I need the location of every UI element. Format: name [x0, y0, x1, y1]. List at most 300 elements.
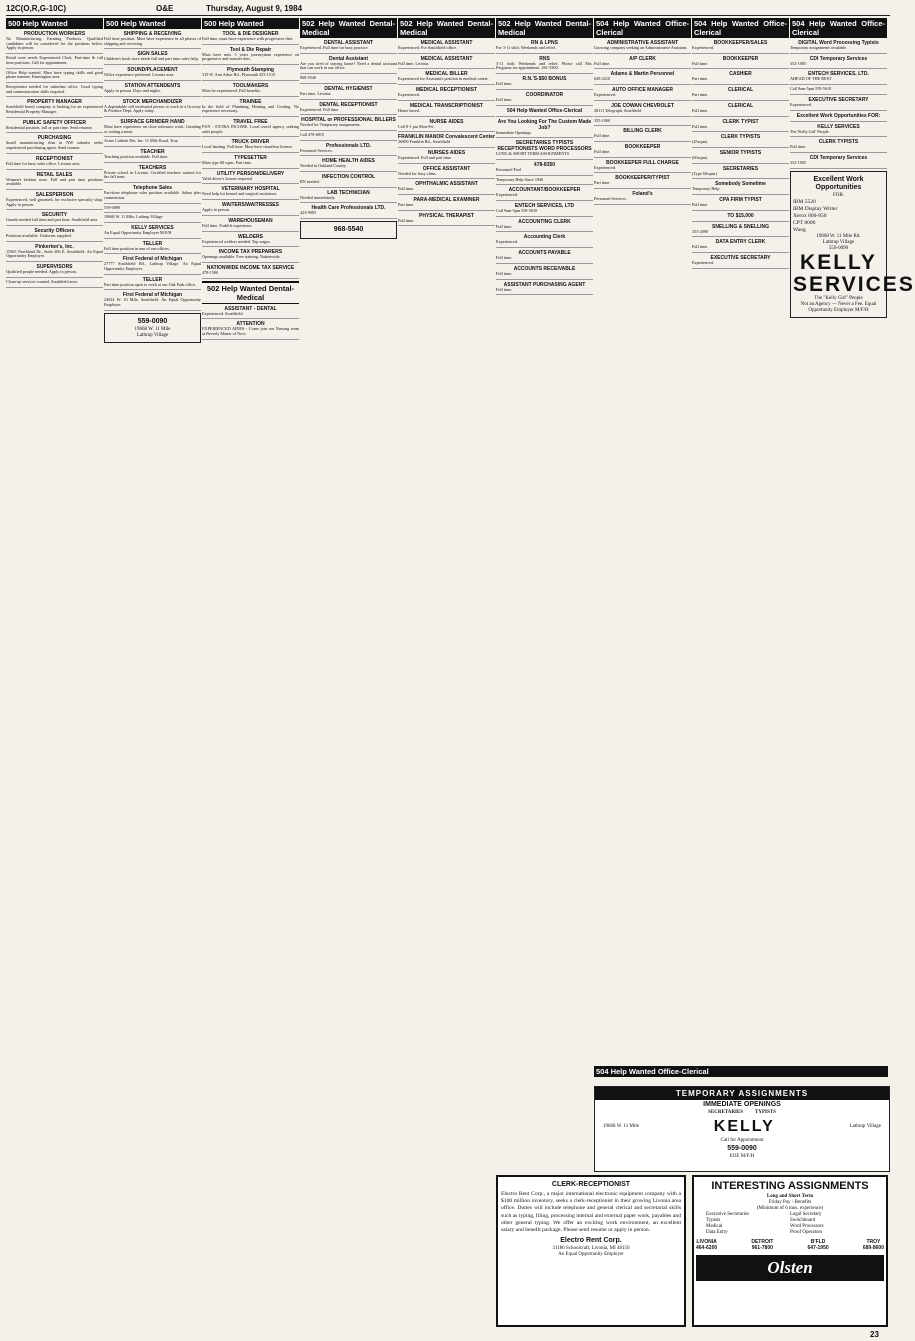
ad-title: First Federal of Michigan: [122, 256, 183, 263]
classified-ad: [104, 292, 201, 310]
classified-ad: [594, 119, 691, 127]
classified-ad: [692, 255, 789, 269]
classified-ad: [594, 40, 691, 54]
ad-title: BOOKKEEPER/SALES: [713, 40, 768, 46]
ad-text: Full time position in one of our offices.: [104, 245, 170, 251]
classified-ad: [202, 202, 299, 216]
ad-title: NURSE AIDES: [429, 118, 464, 125]
ad-text: Guards needed full time and part time. Southfield area.: [6, 217, 99, 223]
ad-text: Call 8-1 pm Mon-Fri.: [398, 123, 435, 129]
electro-rent-address: 31186 Schoolcraft, Livonia, MI 48150: [552, 1246, 630, 1252]
ad-text: Experienced. Southfield.: [202, 310, 244, 316]
ad-title: CLERK TYPISTS: [720, 134, 761, 141]
section-header: 500 Help Wanted: [104, 18, 201, 29]
ad-text: An Equal Opportunity Employer M/F/H: [104, 229, 172, 235]
classified-ad: [300, 143, 397, 157]
ad-title: PRODUCTION WORKERS: [23, 31, 86, 37]
ad-title: Adams & Martin Personnel: [610, 71, 675, 78]
ad-title: FRANKLIN MANOR Convalescent Center: [398, 134, 495, 141]
ad-text: 968-5540: [300, 75, 317, 81]
ad-text: In the field of Plumbing, Heating and Cooling. No experience necessary.: [202, 103, 299, 114]
ad-title: UTILITY PERSON/DELIVERY: [216, 170, 285, 177]
olsten-office-phone: 647-1950: [807, 1245, 829, 1251]
ad-title: TRUCK DRIVER: [231, 139, 270, 146]
temporary-assignments-ad: [594, 1086, 890, 1172]
ad-title: DENTAL ASSISTANT: [324, 40, 373, 46]
classified-ad: [496, 108, 593, 117]
classified-ad: [398, 213, 495, 227]
classified-ad: [594, 128, 691, 142]
olsten-role: Proof Operators: [790, 1230, 823, 1235]
classified-ad: [692, 213, 789, 222]
ad-title: PHYSICAL THERAPIST: [419, 212, 474, 219]
ad-text: 319 W. Ann Arbor Rd., Plymouth 453-1515: [202, 72, 276, 78]
ad-title: SECRETARIES: [722, 165, 759, 172]
ad-text: Residential position, full or part time. Send resume.: [6, 124, 93, 130]
dental-assistant-box: [300, 221, 397, 239]
ad-text: 28111 Telegraph, Southfield: [594, 107, 642, 113]
classified-ad: [496, 162, 593, 176]
classified-ad: [6, 31, 103, 54]
classified-ad: [300, 117, 397, 131]
olsten-role: Medical: [706, 1224, 723, 1229]
olsten-office: [751, 1239, 773, 1251]
classified-ad: [398, 197, 495, 211]
ad-text: 352-1005: [790, 60, 807, 66]
classified-ad: [398, 71, 495, 85]
ad-list: [6, 31, 103, 288]
ad-title: ACCOUNTS PAYABLE: [518, 250, 571, 257]
masthead: [6, 4, 890, 16]
classified-ad: [104, 256, 201, 274]
ad-text: EXPERIENCED AIDES - Come join our Nursing team at Beverly Manor of Novi.: [202, 326, 299, 337]
ad-text: Experienced. Full and part time.: [398, 154, 452, 160]
ad-title: TELLER: [142, 276, 163, 283]
classified-ad: [594, 160, 691, 174]
opportunities-address: 19668 W. 11 Mile Rd.: [816, 233, 861, 239]
column-7: [594, 18, 691, 1078]
ad-title: ATTENTION: [236, 321, 265, 328]
classified-ad: [6, 135, 103, 153]
ad-title: ADMINISTRATIVE ASSISTANT: [606, 40, 679, 46]
ad-text: Full time.: [692, 244, 709, 250]
column-1: [6, 18, 103, 1333]
ad-text: Temporary Help Since 1946: [496, 176, 544, 182]
classified-ad: [300, 40, 397, 54]
ad-text: Experienced.: [398, 92, 420, 98]
olsten-role: Legal Secretary: [790, 1212, 822, 1217]
ad-title: TEACHER: [140, 149, 165, 156]
ad-title: OFFICE ASSISTANT: [422, 165, 471, 172]
olsten-office: [808, 1239, 829, 1251]
olsten-subtitle: Long and Short Term: [766, 1194, 814, 1199]
ad-title: ACCOUNTANT/BOOKKEEPER: [508, 187, 581, 194]
opportunities-city: Lathrup Village: [822, 239, 855, 245]
classified-ad: [398, 87, 495, 101]
opportunity-item: IBM Display Writer: [793, 205, 838, 212]
ad-text: Full time.: [496, 286, 513, 292]
classified-ad: [398, 166, 495, 180]
ad-text: Full time.: [496, 223, 513, 229]
column-8: [692, 18, 789, 1078]
ad-title: TYPESETTER: [234, 155, 267, 162]
ad-text: Positions available. Uniforms supplied.: [6, 233, 72, 239]
ad-title: NATIONWIDE INCOME TAX SERVICE: [206, 264, 295, 271]
ad-title: HOSPITAL or PROFESSIONAL BILLERS: [301, 117, 396, 124]
ad-title: WAITERS/WAITRESSES: [222, 202, 279, 209]
ad-title: SURFACE GRINDER HAND: [120, 118, 185, 125]
classified-ad: [692, 197, 789, 211]
olsten-ad: [692, 1175, 888, 1327]
ad-text: Local hauling. Full time. Must have chauffeur license.: [202, 144, 293, 150]
ad-text: Full time.: [398, 217, 415, 223]
kelly-logo: KELLY: [713, 1118, 775, 1135]
ad-title: BOOKKEEPER/TYPIST: [615, 175, 670, 182]
ad-title: CDI Temporary Services: [809, 55, 868, 62]
classified-ad: [496, 266, 593, 280]
kelly-city: Lathrup Village: [136, 332, 169, 338]
classified-ad: [398, 134, 495, 148]
ad-title: ENTECH SERVICES, LTD: [514, 203, 575, 210]
ad-list: [202, 306, 299, 340]
ad-title: SUPERVISORS: [36, 264, 73, 271]
ad-text: Need help for kennel and surgical assistance.: [202, 191, 278, 197]
classified-ad: [594, 103, 691, 117]
ad-title: SECRETARIES TYPISTS RECEPTIONISTS WORD PROCESSORS: [497, 140, 592, 153]
classified-ad: [692, 166, 789, 180]
ad-text: Part time position open to work at our Oak Park office.: [104, 281, 197, 287]
ad-text: 26900 Franklin Rd., Southfield: [398, 139, 451, 145]
ad-title: SNELLING & SNELLING: [712, 223, 769, 230]
ad-title: ASSISTANT PURCHASING AGENT: [503, 281, 586, 288]
olsten-office-city: TROY: [866, 1239, 881, 1245]
olsten-office: [696, 1239, 717, 1251]
classified-ad: [496, 234, 593, 248]
olsten-office-city: LIVONIA: [696, 1239, 717, 1245]
ad-title: 504 Help Wanted Office-Clerical: [506, 107, 583, 114]
ad-text: 355-1000: [594, 117, 611, 123]
classified-ad: [594, 56, 691, 70]
opportunities-phone: 559-0090: [828, 245, 849, 251]
ad-title: TOOL & DIE DESIGNER: [222, 31, 279, 37]
section-code: 12C(O,R,G-10C): [6, 4, 67, 13]
ad-text: Must have experience on close tolerance work. Grinding or cutting a must.: [104, 123, 201, 134]
ad-title: Plymouth Stamping: [227, 67, 274, 74]
ad-title: KELLY SERVICES: [817, 123, 860, 130]
classified-ad: [104, 215, 201, 223]
ad-text: (Type 60wpm): [692, 170, 717, 176]
classified-ad: [104, 31, 201, 49]
opportunities-title: Excellent Work Opportunities: [813, 175, 864, 191]
column-9: [790, 18, 915, 1078]
ad-text: 3-11 shift. Weekends and relief. Please call Mrs. Ferguson for appointment. 261-5300.: [496, 60, 593, 71]
ad-text: 27777 Southfield Rd., Lathrup Village. An Equal Opportunity Employer.: [104, 261, 201, 272]
classified-ad: [202, 119, 299, 137]
ad-title: RETAIL SALES: [36, 171, 73, 178]
olsten-office: [863, 1239, 884, 1251]
kelly-services-logo: KELLY SERVICES: [793, 250, 915, 296]
temporary-role: SECRETARIES: [708, 1110, 744, 1115]
ad-title: INFECTION CONTROL: [321, 174, 376, 181]
ad-text: Temporary Help: [692, 186, 720, 192]
ad-text: Experienced.: [692, 45, 714, 50]
classified-ad: [202, 186, 299, 200]
classified-ad: [6, 99, 103, 117]
section-header: 500 Help Wanted: [202, 18, 299, 29]
classified-ad: [300, 174, 397, 188]
ad-text: Full time. Livonia.: [398, 60, 430, 66]
ad-title: A/P CLERK: [629, 55, 656, 62]
ad-title: VETERINARY HOSPITAL: [221, 186, 280, 193]
ad-text: Experienced.: [790, 101, 812, 107]
ad-text: Experienced welders needed. Top wages.: [202, 238, 271, 244]
temporary-role: TYPISTS: [755, 1110, 776, 1115]
ad-title: DENTAL HYGIENIST: [324, 85, 373, 92]
classified-ad: [202, 83, 299, 97]
ad-title: DATA ENTRY CLERK: [715, 239, 766, 246]
classified-ad: [202, 99, 299, 117]
classified-ad: [496, 92, 593, 106]
olsten-role: Switchboard: [790, 1218, 816, 1223]
dental-phone: 968-5540: [333, 226, 364, 234]
kelly-phone: 559-0090: [137, 317, 168, 325]
ad-text: Personnel Services.: [594, 196, 627, 202]
section-header: 502 Help Wanted Dental-Medical: [400, 19, 493, 37]
ad-title: MEDICAL ASSISTANT: [420, 55, 473, 62]
section-header: 504 Help Wanted Office-Clerical: [596, 19, 689, 37]
column-5: [398, 18, 495, 1333]
ad-title: WELDERS: [238, 233, 263, 240]
classified-ad: [104, 225, 201, 239]
temporary-phone: 559-0090: [727, 1145, 757, 1152]
ad-title: BILLING CLERK: [623, 128, 662, 135]
classified-ad: [6, 85, 103, 97]
classified-ad: [6, 71, 103, 83]
classified-ad: [496, 250, 593, 264]
ad-text: (60wpm): [692, 154, 708, 160]
classified-ad: [496, 219, 593, 233]
clerk-title: CLERK-RECEPTIONIST: [551, 1181, 631, 1188]
classified-ad: [202, 249, 299, 263]
page-number: 23: [870, 1330, 879, 1339]
ad-text: Experienced.: [496, 239, 518, 245]
call-for-appointment: Call for Appointment: [720, 1138, 764, 1143]
ad-text: Private school in Livonia. Certified teachers wanted for the fall term.: [104, 169, 201, 180]
electro-rent-eoe: An Equal Opportunity Employer: [558, 1252, 624, 1258]
ad-title: Pinkerton's, Inc.: [35, 243, 74, 250]
classified-ad: [594, 144, 691, 158]
classified-ad: [104, 119, 201, 137]
ad-text: Part time. Livonia.: [300, 90, 332, 96]
ad-title: Foland's: [632, 191, 653, 198]
ad-title: Dental Assistant: [329, 55, 368, 62]
classified-ad: [790, 113, 887, 122]
section-header: 502 Help Wanted Dental-Medical: [498, 19, 591, 37]
ad-title: RECEPTIONIST: [36, 155, 73, 162]
ad-text: Experienced.: [496, 192, 518, 198]
classified-ad: [790, 97, 887, 111]
ad-title: TRAINEE: [239, 98, 262, 105]
ad-list: [594, 40, 691, 205]
ad-text: RN needed.: [300, 179, 320, 185]
ad-text: Full time.: [692, 123, 709, 129]
clerk-description: Electro Rent Corp., a major international electronic equipment company with a $100 million inventory, seeks a clerk-receptionist in their growing Livonia area office. Duties will include telephone and general clerical and secretarial skills such as typing, filing, processing internal and external paper work, payables and other general typing. We offer an exciting work environment, an excellent salary and benefit package. Please send resume or apply in person.: [501, 1191, 681, 1234]
ad-title: CASHIER: [729, 71, 752, 78]
ad-title: Tool & Die Repair: [229, 46, 272, 53]
ad-text: Part time.: [398, 202, 415, 208]
opportunity-item: IBM 5520: [793, 198, 816, 205]
ad-title: Health Care Professionals LTD.: [311, 205, 386, 212]
olsten-office-city: DETROIT: [751, 1239, 774, 1245]
section-header: 500 Help Wanted: [6, 18, 103, 29]
classified-ad: [692, 150, 789, 164]
ad-title: MEDICAL RECEPTIONIST: [415, 87, 478, 94]
ad-title: CLERK TYPIST: [722, 118, 759, 125]
ad-title: KELLY SERVICES: [131, 224, 174, 231]
classified-ad: [300, 56, 397, 74]
ad-text: Needed for busy clinic.: [398, 170, 438, 176]
opportunities-list: [793, 199, 884, 234]
classified-ad: [790, 124, 887, 138]
ad-text: AHEAD OF THE REST: [790, 76, 832, 82]
ad-list: [104, 31, 201, 311]
classified-ad: [104, 67, 201, 81]
ad-text: 24024 W. 10 Mile, Southfield. An Equal Opportunity Employer.: [104, 297, 201, 308]
classified-ad: [398, 150, 495, 164]
ad-text: Apply in person.: [202, 207, 231, 213]
classified-ad: [104, 149, 201, 163]
classified-ad: [6, 228, 103, 242]
classified-ad: [6, 120, 103, 134]
ad-text: Full time position. Must have experience in all phases of shipping and receiving.: [104, 36, 201, 46]
ad-text: Call 9am-5pm 559-5610: [790, 86, 832, 92]
ad-text: Southfield based company is looking for an experienced Residential Property Manager.: [6, 104, 103, 115]
olsten-office-phone: 689-8600: [862, 1245, 884, 1251]
classified-ad: [300, 102, 397, 116]
ad-title: R.N.'S-$50 BONUS: [522, 76, 567, 83]
ad-text: Must type 60 wpm. Part time.: [202, 160, 252, 166]
classified-ad: [202, 265, 299, 279]
olsten-office-phone: 961-7800: [751, 1245, 773, 1251]
ad-title: PURCHASING: [37, 135, 72, 142]
ad-title: ENTECH SERVICES, LTD.: [808, 71, 869, 78]
ad-text: Part time.: [692, 92, 709, 98]
olsten-logo: Olsten: [696, 1255, 884, 1281]
ad-title: PROPERTY MANAGER: [27, 99, 82, 106]
classified-ad: [692, 239, 789, 253]
classified-ad: [496, 140, 593, 160]
column-4: [300, 18, 397, 1333]
classified-ad: [692, 40, 789, 54]
column-2: [104, 18, 201, 1333]
ad-title: SALESPERSON: [35, 191, 74, 198]
clerk-receptionist-ad: [496, 1175, 686, 1327]
kelly-eoe: Not an Agency — Never a Fee. Equal Opportunity Employer M/F/H: [800, 301, 877, 313]
ad-title: RN & LPNS: [531, 40, 558, 46]
classified-ad: [790, 87, 887, 95]
opportunities-for: FOR:: [832, 192, 845, 198]
ad-text: Experienced.: [594, 92, 616, 98]
ad-text: Experienced. Full time.: [300, 106, 340, 112]
ad-title: BOOKKEEPER FULL CHARGE: [606, 159, 679, 166]
olsten-pay: Friday Pay - Benefits: [768, 1200, 812, 1205]
ad-text: Experienced.: [692, 260, 714, 266]
column-6: [496, 18, 593, 1078]
olsten-min: (Minimum of 6 mos. experience): [756, 1206, 824, 1211]
classified-ad: [104, 83, 201, 97]
ad-list: [790, 40, 887, 169]
ad-text: 478-1580: [202, 269, 219, 275]
ad-title: SIGN SALES: [137, 51, 168, 58]
classified-ad: [692, 56, 789, 70]
ad-title: PUBLIC SAFETY OFFICER: [23, 119, 86, 126]
ad-text: Full time.: [594, 148, 611, 154]
olsten-office-city: B'FLD: [810, 1239, 826, 1245]
olsten-office-phone: 464-6200: [696, 1245, 718, 1251]
ad-text: 559-0090: [104, 204, 121, 210]
ad-title: ACCOUNTING CLERK: [518, 218, 571, 225]
ad-title: Are You Looking For The Custom Made Job?: [497, 118, 592, 131]
ad-text: Must have min. 3 years journeyman experience on progressive and transfer dies.: [202, 51, 299, 62]
opportunity-item: Xerox 800-850: [793, 212, 827, 219]
classified-ad: [104, 139, 201, 147]
ad-title: BOOKKEEPER: [624, 143, 661, 150]
classified-ad: [300, 158, 397, 172]
ad-text: 423-9005: [300, 210, 317, 216]
ad-title: EXECUTIVE SECRETARY: [808, 96, 869, 103]
ad-text: Full time.: [496, 81, 513, 87]
ad-text: Experienced, well groomed, for exclusive specialty shop. Apply in person.: [6, 196, 103, 207]
ad-title: SECURITY: [41, 212, 68, 219]
ad-text: Full time. Forklift experience.: [202, 222, 253, 228]
ad-text: LONG & SHORT TERM ASSIGNMENTS: [496, 151, 570, 157]
ad-text: Full time.: [496, 255, 513, 261]
classified-ad: [692, 103, 789, 117]
ad-title: NURSES AIDES: [427, 149, 466, 156]
temporary-city: Lathrup Village: [849, 1124, 881, 1129]
ad-text: For 3-11 shift. Weekends and relief.: [496, 45, 557, 50]
ad-text: Clean-up services wanted. Southfield area.: [6, 278, 78, 284]
ad-title: STATION ATTENDENTS: [124, 82, 181, 89]
ad-title: SHIPPING & RECEIVING: [123, 31, 182, 37]
classified-ad: [104, 165, 201, 183]
classified-ad: [300, 133, 397, 141]
issue-date: Thursday, August 9, 1984: [206, 4, 303, 13]
classified-ad: [104, 99, 201, 117]
section-subheader: 502 Help Wanted Dental-Medical: [202, 281, 299, 304]
ad-text: Part time.: [692, 76, 709, 82]
classified-ad: [496, 203, 593, 217]
ad-title: PARA-MEDICAL EXAMINER: [413, 197, 480, 204]
ad-text: Part time.: [594, 180, 611, 186]
office-clerical-footer-bar: [594, 1066, 888, 1080]
ad-text: Growing company seeking an Administrative Assistant.: [594, 45, 688, 50]
ad-title: CLERK TYPISTS: [818, 139, 859, 146]
classified-ad: [202, 321, 299, 339]
olsten-role: Executive Secretaries: [706, 1212, 750, 1217]
temporary-street: 19668 W. 11 Mile: [603, 1124, 639, 1129]
ad-list: [300, 40, 397, 219]
ad-list: [496, 40, 593, 295]
classified-ad: [398, 56, 495, 70]
ad-title: Security Officers: [34, 228, 75, 235]
ad-text: Apply in person. Days and nights.: [104, 87, 162, 93]
ad-text: Home based.: [398, 107, 420, 113]
classified-ad: [496, 187, 593, 201]
ad-text: Needed immediately.: [300, 194, 336, 200]
ad-title: CLERICAL: [727, 102, 754, 109]
classified-ad: [6, 212, 103, 226]
